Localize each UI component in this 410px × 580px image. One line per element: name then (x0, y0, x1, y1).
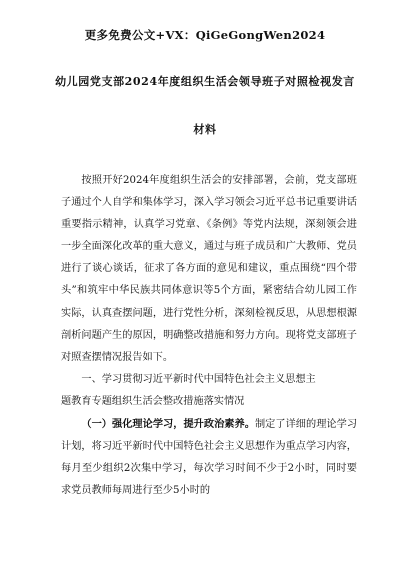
section-heading-1-continuation: 题教育专题组织生活会整改措施落实情况 (61, 395, 245, 407)
intro-paragraph: 按照开好2024年度组织生活会的安排部署，会前，党支部班子通过个人自学和集体学习，深入学习领会习近平总书记重要讲话重要指示精神，认真学习党章、《条例》等党内法规，深刻领会进一步全面深化改革的重大意义，通过与班子成员和广大教师、党员进行了谈心谈话，征求了各方面的意见和建议，重点围绕“四个带头”和筑牢中华民族共同体意识等5个方面，紧密结合幼儿园工作实际，认真查摆问题，进行党性分析，深刻检视反思，从思想根源剖析问题产生的原因，明确整改措施和努力方向。现将党支部班子对照查摆情况报告如下。 (61, 175, 357, 363)
subsection-paragraph-1 (61, 413, 357, 502)
document-body (61, 170, 357, 502)
section-heading-1: 一、学习贯彻习近平新时代中国特色社会主义思想主 (81, 373, 316, 385)
document-title-continuation: 材料 (193, 123, 217, 136)
subsection-text-1: 制定了详细的理论学习计划，将习近平新时代中国特色社会主义思想作为重点学习内容，每月至少组织2次集中学习，每次学习时间不少于2小时，同时要求党员教师每周进行至少5小时的 (61, 419, 358, 497)
document-title: 幼儿园党支部2024年度组织生活会领导班子对照检视发言 (55, 75, 355, 88)
promo-header: 更多免费公文+VX：QiGeGongWen2024 (84, 28, 326, 42)
subsection-heading-1: （一）强化理论学习，提升政治素养。 (81, 418, 255, 431)
